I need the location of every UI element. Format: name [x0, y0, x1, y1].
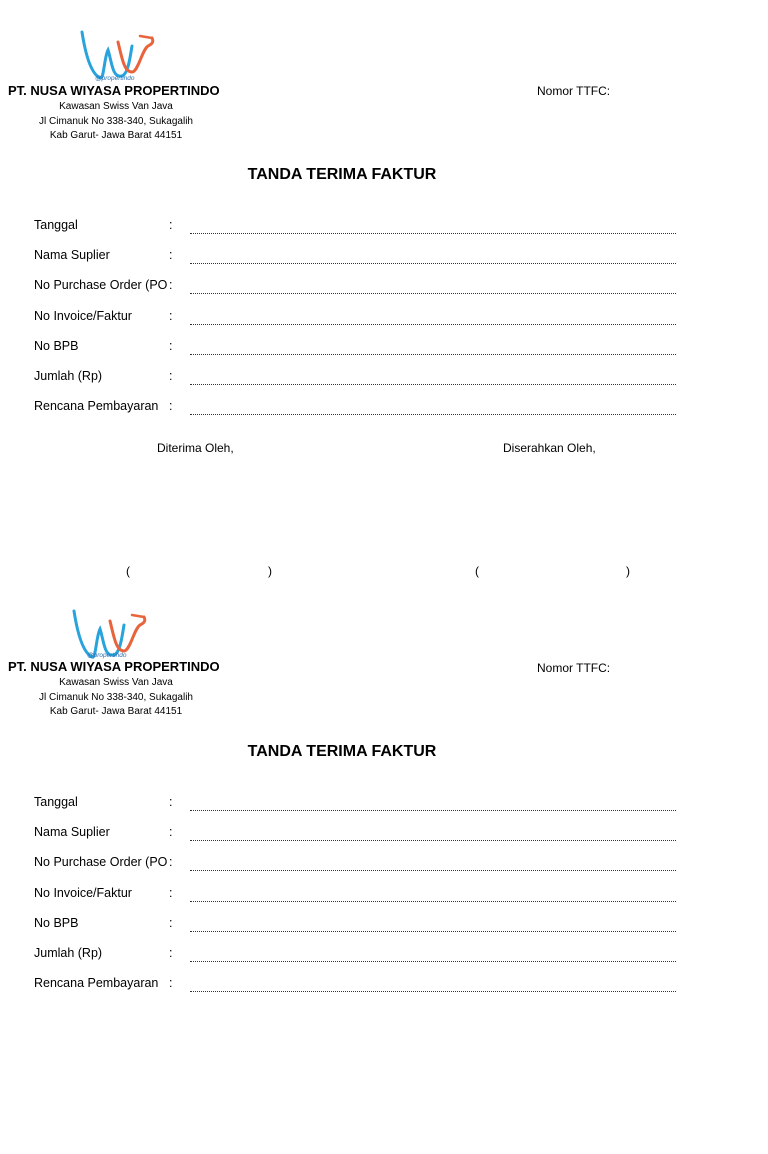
field-colon: : [169, 339, 173, 353]
submitted-signature-open-paren: ( [475, 564, 479, 578]
logo-tagline: @propertindo [87, 652, 127, 659]
address-line-2: Jl Cimanuk No 338-340, Sukagalih [39, 115, 193, 127]
field-label: Rencana Pembayaran [34, 399, 159, 413]
received-signature-open-paren: ( [126, 564, 130, 578]
fill-in-line[interactable] [190, 931, 676, 932]
submitted-by-label: Diserahkan Oleh, [503, 441, 596, 455]
field-colon: : [169, 916, 173, 930]
fill-in-line[interactable] [190, 961, 676, 962]
receipt-form-2 [0, 577, 768, 1154]
field-no-purchase-order [0, 278, 768, 300]
logo-tagline: @propertindo [95, 75, 135, 82]
fill-in-line[interactable] [190, 414, 676, 415]
field-colon: : [169, 218, 173, 232]
field-label: No Purchase Order (PO [34, 855, 168, 869]
fill-in-line[interactable] [190, 810, 676, 811]
field-label: Nama Suplier [34, 248, 110, 262]
nomor-ttfc-label: Nomor TTFC: [537, 661, 611, 675]
company-name: PT. NUSA WIYASA PROPERTINDO [8, 83, 220, 98]
received-signature-close-paren: ) [268, 564, 272, 578]
fill-in-line[interactable] [190, 293, 676, 294]
fill-in-line[interactable] [190, 324, 676, 325]
field-no-bpb [0, 339, 768, 361]
company-address [0, 676, 232, 720]
field-label: No BPB [34, 339, 79, 353]
field-tanggal [0, 218, 768, 240]
fill-in-line[interactable] [190, 901, 676, 902]
fill-in-line[interactable] [190, 870, 676, 871]
document-title: TANDA TERIMA FAKTUR [247, 743, 437, 760]
field-jumlah [0, 946, 768, 968]
field-colon: : [169, 399, 173, 413]
fill-in-line[interactable] [190, 354, 676, 355]
field-label: Tanggal [34, 795, 78, 809]
field-colon: : [169, 825, 173, 839]
received-by-label: Diterima Oleh, [157, 441, 234, 455]
field-no-invoice [0, 886, 768, 908]
fill-in-line[interactable] [190, 991, 676, 992]
field-no-invoice [0, 309, 768, 331]
field-jumlah [0, 369, 768, 391]
field-nama-suplier [0, 825, 768, 847]
field-label: Tanggal [34, 218, 78, 232]
field-colon: : [169, 309, 173, 323]
document-title: TANDA TERIMA FAKTUR [247, 166, 437, 183]
field-colon: : [169, 795, 173, 809]
field-colon: : [169, 855, 173, 869]
field-colon: : [169, 946, 173, 960]
field-nama-suplier [0, 248, 768, 270]
field-colon: : [169, 976, 173, 990]
address-line-2: Jl Cimanuk No 338-340, Sukagalih [39, 691, 193, 703]
field-label: Jumlah (Rp) [34, 946, 103, 960]
field-label: No BPB [34, 916, 79, 930]
field-label: Nama Suplier [34, 825, 110, 839]
field-label: No Purchase Order (PO [34, 278, 168, 292]
field-rencana-pembayaran [0, 976, 768, 998]
field-colon: : [169, 369, 173, 383]
field-label: No Invoice/Faktur [34, 309, 132, 323]
field-no-purchase-order [0, 855, 768, 877]
fill-in-line[interactable] [190, 840, 676, 841]
field-label: No Invoice/Faktur [34, 886, 132, 900]
company-name: PT. NUSA WIYASA PROPERTINDO [8, 659, 220, 674]
fill-in-line[interactable] [190, 384, 676, 385]
submitted-signature-close-paren: ) [626, 564, 630, 578]
field-rencana-pembayaran [0, 399, 768, 421]
address-line-3: Kab Garut- Jawa Barat 44151 [49, 706, 183, 717]
field-label: Rencana Pembayaran [34, 976, 159, 990]
address-line-1: Kawasan Swiss Van Java [59, 101, 173, 112]
fill-in-line[interactable] [190, 263, 676, 264]
nomor-ttfc-label: Nomor TTFC: [537, 84, 611, 98]
field-colon: : [169, 248, 173, 262]
field-colon: : [169, 886, 173, 900]
field-tanggal [0, 795, 768, 817]
field-no-bpb [0, 916, 768, 938]
address-line-1: Kawasan Swiss Van Java [59, 677, 173, 688]
fill-in-line[interactable] [190, 233, 676, 234]
field-label: Jumlah (Rp) [34, 369, 103, 383]
address-line-3: Kab Garut- Jawa Barat 44151 [49, 130, 183, 141]
company-address [0, 100, 232, 144]
field-colon: : [169, 278, 173, 292]
